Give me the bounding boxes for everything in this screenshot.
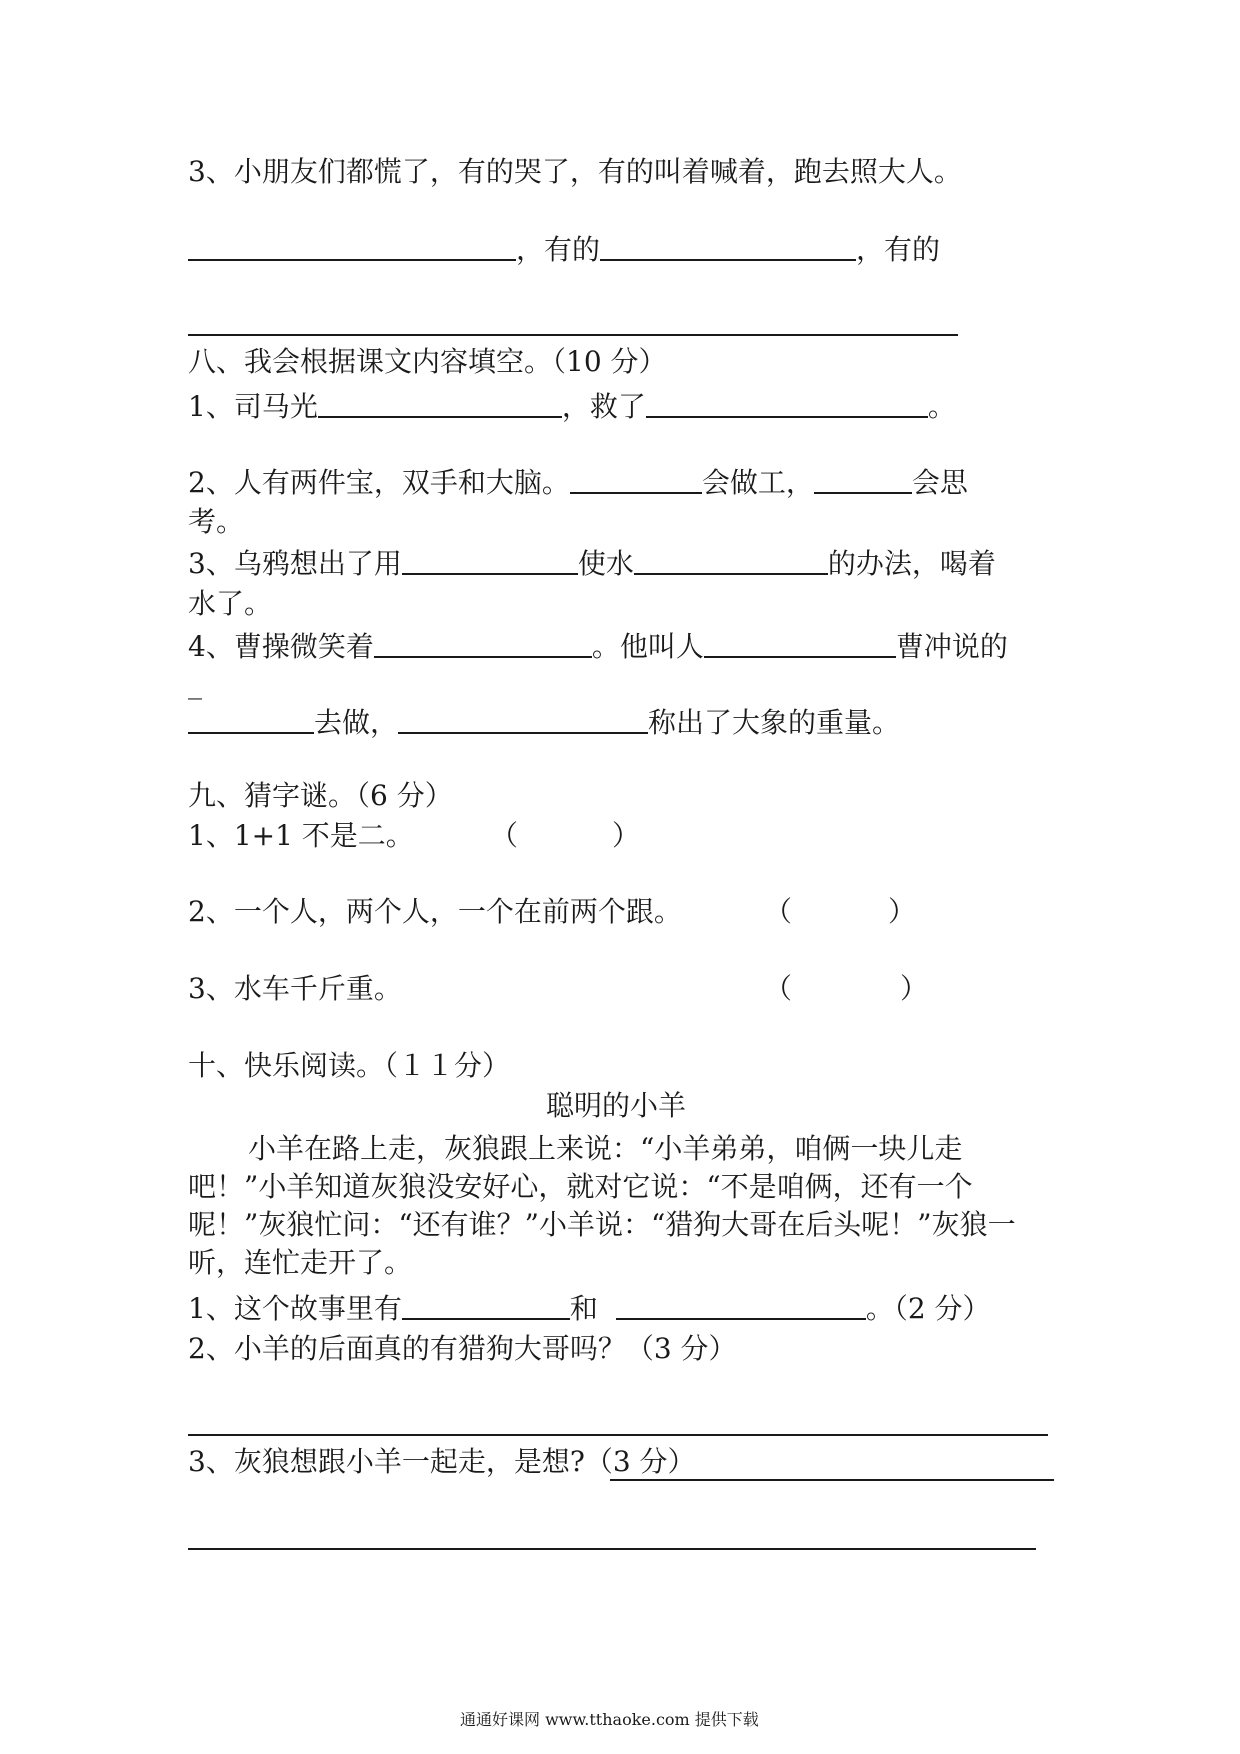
- riddle-3-close-paren: ）: [900, 972, 929, 1005]
- answer-blank[interactable]: [374, 630, 592, 658]
- section8-q2: [188, 466, 968, 497]
- riddle-1-text: 1、1+1 不是二。: [188, 819, 414, 852]
- answer-blank[interactable]: [814, 466, 912, 494]
- section9-heading: 九、猜字谜。（6 分）: [188, 779, 453, 812]
- answer-blank[interactable]: [402, 1292, 570, 1320]
- q7-3-fill-part2: ，有的: [856, 233, 941, 266]
- section8-heading: 八、我会根据课文内容填空。（10 分）: [188, 345, 667, 378]
- section8-q4-cont: [188, 706, 900, 737]
- q2-text-c: 会思: [911, 466, 968, 499]
- q2-text-b: 会做工，: [701, 466, 814, 499]
- reading-q1-text-a: 1、这个故事里有: [188, 1292, 402, 1325]
- section8-q1: [188, 390, 956, 421]
- reading-q1-text-c: 。（2 分）: [865, 1292, 991, 1325]
- section10-heading: 十、快乐阅读。（１１分）: [188, 1049, 511, 1082]
- answer-blank[interactable]: [318, 390, 562, 418]
- answer-line[interactable]: [188, 1434, 1048, 1436]
- section8-q3: [188, 547, 996, 578]
- q1-text-b: ，救了: [561, 390, 646, 423]
- answer-blank[interactable]: [398, 706, 648, 734]
- answer-blank[interactable]: [704, 630, 896, 658]
- q3-text-c: 的办法，喝着: [827, 547, 996, 580]
- q4-text-c: 曹冲说的: [895, 630, 1008, 663]
- answer-blank[interactable]: [616, 1292, 866, 1320]
- q4-text-f: 称出了大象的重量。: [648, 706, 901, 739]
- riddle-3-open-paren: （: [764, 972, 793, 1005]
- riddle-1-open-paren: （: [490, 819, 519, 852]
- story-paragraph: [188, 1130, 1054, 1282]
- q2-text-a: 2、人有两件宝，双手和大脑。: [188, 466, 570, 499]
- riddle-2-close-paren: ）: [888, 895, 917, 928]
- footer-credit: 通通好课网 www.tthaoke.com 提供下载: [460, 1710, 759, 1729]
- answer-blank[interactable]: [646, 390, 928, 418]
- section8-q4: [188, 630, 1008, 661]
- q7-3-fill-part1: ，有的: [516, 233, 601, 266]
- q7-3-fill-line: [188, 233, 940, 264]
- answer-line[interactable]: [610, 1479, 1054, 1481]
- q3-text-b: 使水: [577, 547, 634, 580]
- q1-text-a: 1、司马光: [188, 390, 318, 423]
- reading-q2: 2、小羊的后面真的有猎狗大哥吗？（3 分）: [188, 1332, 737, 1365]
- answer-blank[interactable]: [188, 233, 516, 261]
- story-text: 小羊在路上走，灰狼跟上来说：“小羊弟弟，咱俩一块儿走吧！”小羊知道灰狼没安好心，就对它说：“不是咱俩，还有一个呢！”灰狼忙问：“还有谁？”小羊说：“猎狗大哥在后头呢！”灰狼一听，连忙走开了。: [188, 1132, 1016, 1279]
- answer-line[interactable]: [188, 334, 958, 336]
- reading-q3: 3、灰狼想跟小羊一起走，是想?（3 分）: [188, 1445, 696, 1478]
- answer-blank[interactable]: [188, 706, 314, 734]
- q1-text-c: 。: [927, 390, 956, 423]
- q3-text-a: 3、乌鸦想出了用: [188, 547, 402, 580]
- answer-blank[interactable]: [570, 466, 702, 494]
- answer-blank[interactable]: [600, 233, 856, 261]
- section8-q2-cont: 考。: [188, 505, 245, 538]
- section8-q4-mark: _: [188, 667, 202, 700]
- answer-blank[interactable]: [402, 547, 578, 575]
- story-title: 聪明的小羊: [546, 1089, 687, 1122]
- answer-blank[interactable]: [634, 547, 828, 575]
- section8-q3-cont: 水了。: [188, 587, 273, 620]
- q4-text-b: 。他叫人: [591, 630, 704, 663]
- q4-text-e: 去做，: [314, 706, 399, 739]
- q7-3-prompt: 3、小朋友们都慌了，有的哭了，有的叫着喊着，跑去照大人。: [188, 155, 962, 188]
- reading-q1-text-b: 和: [569, 1292, 598, 1325]
- riddle-1-close-paren: ）: [612, 819, 641, 852]
- riddle-2-open-paren: （: [764, 895, 793, 928]
- riddle-3-text: 3、水车千斤重。: [188, 972, 402, 1005]
- answer-line[interactable]: [188, 1548, 1036, 1550]
- riddle-2-text: 2、一个人，两个人，一个在前两个跟。: [188, 895, 682, 928]
- q4-text-a: 4、曹操微笑着: [188, 630, 374, 663]
- reading-q1: [188, 1292, 991, 1323]
